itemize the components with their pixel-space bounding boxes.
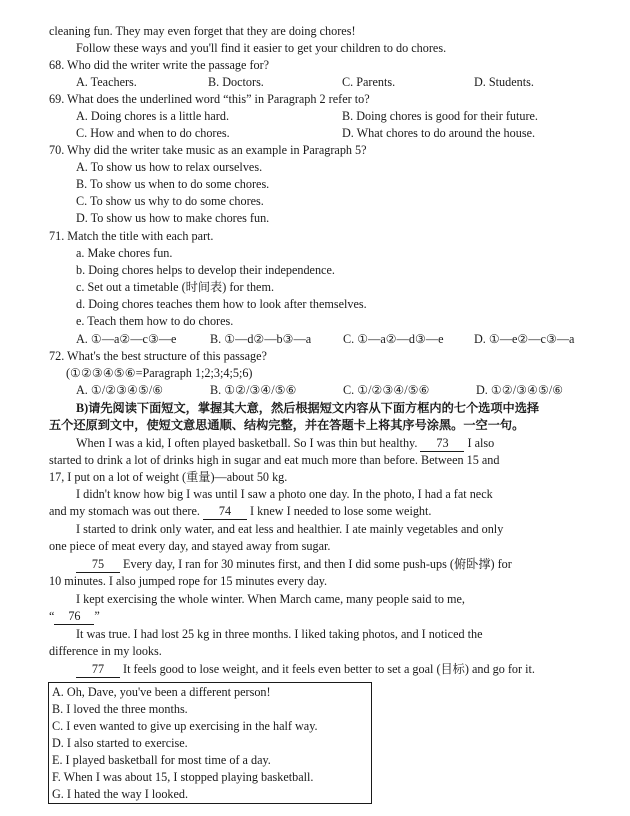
q68-option-d: D. Students. (474, 75, 534, 89)
box-option-c: C. I even wanted to give up exercising in the half way. (52, 719, 318, 733)
question-71-stem: 71. Match the title with each part. (49, 229, 214, 243)
q68-option-b: B. Doctors. (208, 75, 264, 89)
question-70-stem: 70. Why did the writer take music as an example in Paragraph 5? (49, 143, 367, 157)
blank-75: 75 (76, 556, 120, 573)
blank-76: 76 (54, 608, 94, 625)
passage-line: 17, I put on a lot of weight (重量)—about 50 kg. (49, 470, 288, 484)
q68-option-a: A. Teachers. (76, 75, 137, 89)
passage-line: When I was a kid, I often played basketball. So I was thin but healthy. 73 I also (76, 436, 495, 450)
q70-option-c: C. To show us why to do some chores. (76, 194, 264, 208)
q72-option-b: B. ①②/③④/⑤⑥ (210, 383, 297, 397)
blank-74: 74 (203, 503, 247, 520)
q69-option-a: A. Doing chores is a little hard. (76, 109, 229, 123)
q71-item-c: c. Set out a timetable (时间表) for them. (76, 280, 274, 294)
section-b-instructions: B)请先阅读下面短文，掌握其大意，然后根据短文内容从下面方框内的七个选项中选择 (76, 401, 540, 415)
passage-line: 75 Every day, I ran for 30 minutes first, and then I did some push-ups (俯卧撑) for (76, 556, 512, 573)
q72-option-a: A. ①/②③④⑤/⑥ (76, 383, 164, 397)
q71-item-a: a. Make chores fun. (76, 246, 173, 260)
passage-line: difference in my looks. (49, 644, 162, 658)
q69-option-c: C. How and when to do chores. (76, 126, 230, 140)
passage-line: “ 76 ” (49, 609, 100, 623)
box-option-f: F. When I was about 15, I stopped playing basketball. (52, 770, 314, 784)
box-option-g: G. I hated the way I looked. (52, 787, 189, 801)
box-option-d: D. I also started to exercise. (52, 736, 188, 750)
options-box (48, 682, 372, 804)
q72-option-c: C. ①/②③④/⑤⑥ (343, 383, 430, 397)
question-69-stem: 69. What does the underlined word “this” in Paragraph 2 refer to? (49, 92, 370, 106)
passage-line: I didn't know how big I was until I saw a photo one day. In the photo, I had a fat neck (76, 487, 493, 501)
blank-77: 77 (76, 661, 120, 678)
q71-item-e: e. Teach them how to do chores. (76, 314, 234, 328)
passage-line: one piece of meat every day, and stayed away from sugar. (49, 539, 331, 553)
passage-line: 77 It feels good to lose weight, and it feels even better to set a goal (目标) and go for it. (76, 661, 535, 678)
q71-option-c: C. ①—a②—d③—e (343, 332, 444, 346)
q72-option-d: D. ①②/③④⑤/⑥ (476, 383, 564, 397)
q71-option-d: D. ①—e②—c③—a (474, 332, 575, 346)
intro-line: Follow these ways and you'll find it easier to get your children to do chores. (76, 41, 447, 55)
passage-line: 10 minutes. I also jumped rope for 15 minutes every day. (49, 574, 328, 588)
section-b-instructions: 五个还原到文中，使短文意思通顺、结构完整，并在答题卡上将其序号涂黑。一空一句。 (49, 418, 525, 432)
q71-option-b: B. ①—d②—b③—a (210, 332, 312, 346)
q71-item-b: b. Doing chores helps to develop their independence. (76, 263, 335, 277)
question-68-stem: 68. Who did the writer write the passage for? (49, 58, 270, 72)
box-option-e: E. I played basketball for most time of a day. (52, 753, 271, 767)
passage-line: It was true. I had lost 25 kg in three months. I liked taking photos, and I noticed the (76, 627, 483, 641)
q70-option-d: D. To show us how to make chores fun. (76, 211, 270, 225)
q71-option-a: A. ①—a②—c③—e (76, 332, 177, 346)
q69-option-b: B. Doing chores is good for their future. (342, 109, 538, 123)
q69-option-d: D. What chores to do around the house. (342, 126, 536, 140)
q70-option-a: A. To show us how to relax ourselves. (76, 160, 263, 174)
q72-note: (①②③④⑤⑥=Paragraph 1;2;3;4;5;6) (66, 366, 253, 380)
q71-item-d: d. Doing chores teaches them how to look after themselves. (76, 297, 367, 311)
passage-line: started to drink a lot of drinks high in sugar and eat much more than before. Between 15 and (49, 453, 500, 467)
blank-73: 73 (420, 435, 464, 452)
intro-line: cleaning fun. They may even forget that they are doing chores! (49, 24, 356, 38)
box-option-a: A. Oh, Dave, you've been a different person! (52, 685, 271, 699)
passage-line: and my stomach was out there. 74 I knew I needed to lose some weight. (49, 504, 432, 518)
question-72-stem: 72. What's the best structure of this passage? (49, 349, 267, 363)
q70-option-b: B. To show us when to do some chores. (76, 177, 270, 191)
passage-line: I kept exercising the whole winter. When March came, many people said to me, (76, 592, 465, 606)
passage-line: I started to drink only water, and eat less and healthier. I ate mainly vegetables and only (76, 522, 504, 536)
q68-option-c: C. Parents. (342, 75, 396, 89)
box-option-b: B. I loved the three months. (52, 702, 188, 716)
